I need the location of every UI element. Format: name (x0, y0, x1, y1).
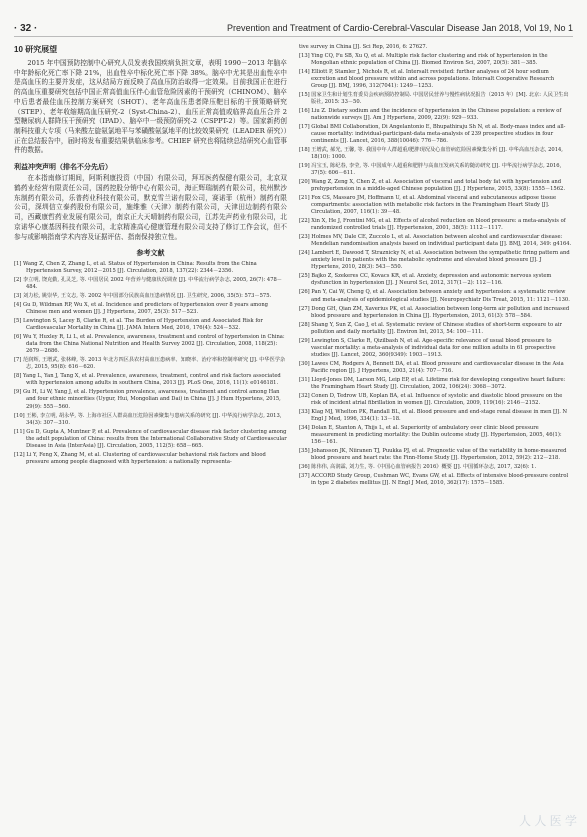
references-heading: 参考文献 (136, 250, 165, 258)
reference-item: [36] 陈伟伟, 高润霖, 刘力生, 等.《中国心血管病报告 2016》概要 [J]. 中国循环杂志, 2017, 32(6): 1. (299, 463, 537, 470)
reference-item: [30] Lawes CM, Rodgers A, Bennett DA, et al. Blood pressure and cardiovascular disease in the Asia Pacific region [J]. J Hypertens, 2003, 21(4): 707－716. (299, 360, 564, 374)
reference-item: [37] ACCORD Study Group, Cushman WC, Evans GW, et al. Effects of intensive blood-pressure control in type 2 diabetes mellitus [J]. N Engl J Med, 2010, 362(17): 1575－1585. (299, 472, 569, 486)
reference-item: [8] Yang L, Yan J, Tang X, et al. Prevalence, awareness, treatment, control and risk factors associated with hypertension among adults in southern China, 2013 [J]. PLoS One, 2016, 11(1): e0146181. (14, 373, 281, 387)
reference-item: [21] Fox CS, Massaro JM, Hoffmann U, et al. Abdominal visceral and subcutaneous adipose tissue compartments: association with metabolic risk factors in the Framingham Heart Study [J]. Circulation, 2007, 116(1): 39－48. (299, 195, 557, 216)
reference-item: [10] 王彬, 李立明, 胡永华, 等. 上海市社区人群高血压危险因素聚集与患病关系的研究 [J]. 中华流行病学杂志, 2013, 34(3): 307－310. (14, 412, 282, 426)
reference-item: [22] Xin X, He J, Frontini MG, et al. Effects of alcohol reduction on blood pressure: a meta-analysis of randomized controlled trials [J]. Hypertension, 2001, 38(5): 1112－1117. (299, 218, 566, 232)
reference-item: [28] Shang Y, Sun Z, Cao J, et al. Systematic review of Chinese studies of short-term exposure to air pollution and daily mortality [J]. Environ Int, 2013, 54: 100－111. (299, 321, 562, 335)
left-column (14, 44, 287, 829)
section-paragraph: 2015 年中国预防控制中心研究人员发表我国疾病负担文章，表明 1990－2013 年脑卒中年龄标化死亡率下降 21%，出血性卒中标化死亡率下降 38%。脑卒中尤其是出血性卒中是高血压的主要并发症，这从结局方面反映了高血压防治取得一定效果。目前我国正在进行的高血压重要研究包括中国正常高值血压伴心血管危险因素的干预研究（CHINOM）、脑卒中后患者最佳血压控制方案研究（SHOT）、老年高血压患者降压靶目标的干预策略研究（STEP）、老年收缩期高血压研究-2（Syst-China-2）、血压正常高值或临界高血压合并 2 型糖尿病人群降压干预研究（IPAD）、脑卒中一级预防研究-2（CSPPT-2）等。国家新药创制科技重大专项（马来酸左旋氨氯地平与苯磺酸氨氯地平的比较效果研究（LEADER 研究））正在总结报告中，届时将发布重要结果供临床参考。CHIEF 研究也将陆续总结研究心血管事件的数据。 (14, 59, 287, 155)
reference-item: [13] Ying CQ, Fu SB, Xu Q, et al. Multiple risk factor clustering and risk of hypertension in the Mongolian ethnic population of China [J]. Biomed Environ Sci, 2007, 20(5): 381－385. (299, 53, 548, 67)
reference-item: [3] 刘力松, 姚崇华, 王文志, 等. 2002 年中国部分民族高血压患病情况 [J]. 卫生研究, 2006, 35(5): 573－575. (14, 293, 272, 300)
reference-item: [23] Holmes MV, Dale CE, Zuccolo L, et al. Association between alcohol and cardiovascular disease: Mendelian randomisation analysis based on individual participant data [J]. BMJ, 2014, 349: g4164. (299, 234, 572, 248)
reference-item: [1] Wang Z, Chen Z, Zhang L, et al. Status of Hypertension in China: Results from the China Hypertension Survey, 2012－2015 [J]. Circulation, 2018, 137(22): 2344－2356. (14, 261, 257, 275)
reference-item: [20] Wang Z, Zeng X, Chen Z, et al. Association of visceral and total body fat with hypertension and prehypertension in a middle-aged Chinese population [J]. J Hypertens, 2015, 33(8): 1555－1562. (299, 179, 565, 193)
reference-item: [18] 王增武, 郝光, 王馨, 等. 我国中年人群超重/肥胖现况及心血管病危险因素聚集分析 [J]. 中华高血压杂志, 2014, 18(10): 1000. (299, 147, 563, 161)
reference-item: [11] Gu D, Gupta A, Muntner P, et al. Prevalence of cardiovascular disease risk factor clustering among the adult population of China: results from the International Collaborative Study of Cardiovascular Disease in Asia (InterAsia) [J]. Circulation, 2005, 112(5): 658－665. (14, 428, 287, 449)
reference-item: [35] Johansson JK, Niiranen TJ, Puukka PJ, et al. Prognostic value of the variability in home-measured blood pressure and heart rate: the Finn-Home Study [J]. Hypertension, 2012, 59(2): 212－218. (299, 447, 567, 461)
reference-item: [7] 范润辉, 王增武, 张林峰, 等. 2013 年北方四区县农村高血压患病率、知晓率、治疗率和控制率研究 [J]. 中华医学杂志, 2015, 95(8): 616－620. (14, 357, 286, 371)
right-column (299, 44, 572, 829)
watermark: 人 人 医 学 (518, 814, 577, 828)
page-columns (14, 44, 573, 829)
references-list-left (14, 261, 287, 465)
reference-item: tive survey in China [J]. Sci Rep, 2016, 6: 27627. (299, 44, 428, 50)
running-header (14, 20, 573, 37)
reference-item: [32] Conen D, Tedrow UB, Koplan BA, et al. Influence of systolic and diastolic blood pressure on the risk of incident atrial fibrillation in women [J]. Circulation, 2009, 119(16): 2146－2152. (299, 392, 563, 406)
reference-item: [15] 国家卫生和计划生育委员会疾病预防控制局. 中国居民营养与慢性病状况报告（2015 年）[M]. 北京: 人民卫生出版社, 2015: 33－50. (299, 92, 569, 106)
reference-item: [26] Pan Y, Cai W, Cheng Q, et al. Association between anxiety and hypertension: a systematic review and meta-analysis of epidemiological studies [J]. Neuropsychiatr Dis Treat, 2015, 11: 1121－1130. (299, 289, 570, 303)
reference-item: [27] Dong GH, Qian ZM, Xaverius PK, et al. Association between long-term air pollution and increased blood pressure and hypertension in China [J]. Hypertension, 2013, 61(3): 578－584. (299, 305, 570, 319)
section-heading: 10 研究展望 (14, 45, 58, 54)
conflict-paragraph: 在本指南修订期间，阿斯利康投资（中国）有限公司，拜耳医药保健有限公司，北京双鹤药业经营有限责任公司，国药控股分销中心有限公司，海正辉瑞制药有限公司，杭州默沙东制药有限公司，乐普药业科技有限公司，默克雪兰诺有限公司，赛诺菲（杭州）制药有限公司，深圳信立泰药股份有限公司，施维雅（天津）制药有限公司，天津田边制药有限公司，西藏康哲药业发展有限公司，南京正大天晴制药有限公司，江苏先声药业有限公司，北京诺华心康基因科技有限公司，北京精准高心健康管理有限公司支持了修订工作会议，但不参与或影响指南学术内容及证据评估、指南保持独立性。 (14, 174, 287, 241)
reference-item: [12] Li Y, Feng X, Zhang M, et al. Clustering of cardiovascular behavioral risk factors and blood pressure among people diagnosed with hypertension: a nationally representa- (14, 451, 266, 465)
reference-item: [31] Lloyd-Jones DM, Larson MG, Leip EP, et al. Lifetime risk for developing congestive heart failure: the Framingham Heart Study [J]. Circulation, 2002, 106(24): 3068－3072. (299, 376, 566, 390)
reference-item: [29] Lewington S, Clarke R, Qizilbash N, et al. Age-specific relevance of usual blood pressure to vascular mortality: a meta-analysis of individual data for one million adults in 61 prospective studies [J]. Lancet, 2002, 360(9349): 1903－1913. (299, 337, 556, 358)
reference-item: [24] Lambert E, Dawood T, Straznicky N, et al. Association between the sympathetic firing pattern and anxiety level in patients with the metabolic syndrome and elevated blood pressure [J]. J Hypertens, 2010, 28(3): 543－550. (299, 250, 570, 271)
reference-item: [4] Gu D, Wildman RP, Wu X, et al. Incidence and predictors of hypertension over 8 years among Chinese men and women [J]. J Hypertens, 2007, 25(3): 517－523. (14, 302, 268, 316)
reference-item: [25] Bajko Z, Szekeres CC, Kovacs KR, et al. Anxiety, depression and autonomic nervous system dysfunction in hypertension [J]. J Neurol Sci, 2012, 317(1－2): 112－116. (299, 273, 552, 287)
reference-item: [2] 李立明, 饶克勤, 孔灵芝, 等. 中国居民 2002 年营养与健康状况调查 [J]. 中华流行病学杂志, 2005, 26(7): 478－484. (14, 277, 282, 291)
reference-item: [16] Liu Z. Dietary sodium and the incidence of hypertension in the Chinese population: a review of nationwide surveys [J]. Am J Hypertens, 2009, 22(9): 929－933. (299, 108, 562, 122)
reference-item: [5] Lewington S, Lacey B, Clarke R, et al. The Burden of Hypertension and Associated Risk for Cardiovascular Mortality in China [J]. JAMA Intern Med, 2016, 176(4): 524－532. (14, 318, 263, 332)
journal-citation: Prevention and Treatment of Cardio-Cerebral-Vascular Disease Jan 2018, Vol 19, No 1 (226, 23, 573, 33)
reference-item: [33] Klag MJ, Whelton PK, Randall BL, et al. Blood pressure and end-stage renal disease in men [J]. N Engl J Med, 1996, 334(1): 13－18. (299, 408, 568, 422)
references-list-right (299, 44, 572, 487)
conflict-heading: 利益冲突声明（排名不分先后） (14, 164, 112, 172)
reference-item: [17] Global BMI Collaboration, Di Angelantonio E, Bhupathiraju Sh N, et al. Body-mass index and all-cause mortality: individual-participant-data meta-analysis of 239 prospective studies in four continents [J]. Lancet, 2016, 388(10046): 776－786. (299, 124, 566, 145)
reference-item: [19] 冯宝玉, 陈纪春, 李莹, 等. 中国成年人超重和肥胖与高血压发病关系的随访研究 [J]. 中华流行病学杂志, 2016, 37(5): 606－611. (299, 163, 562, 177)
reference-item: [34] Dolan E, Stanton A, Thijs L, et al. Superiority of ambulatory over clinic blood pressure measurement in predicting mortality: the Dublin outcome study [J]. Hypertension, 2005, 46(1): 156－161. (299, 424, 562, 445)
page-number: · 32 · (14, 22, 38, 34)
reference-item: [9] Gu H, Li W, Yang J, et al. Hypertension prevalence, awareness, treatment and control among Han and four ethnic minorities (Uygur, Hui, Mongolian and Dai) in China [J]. J Hum Hypertens, 2015, 29(9): 555－560. (14, 389, 281, 410)
reference-item: [6] Wu Y, Huxley R, Li L, et al. Prevalence, awareness, treatment and control of hypertension in China: data from the China National Nutrition and Health Survey 2002 [J]. Circulation, 2008, 118(25): 2679－2686. (14, 334, 285, 355)
reference-item: [14] Elliott P, Stamler J, Nichols R, et al. Intersalt revisited: further analyses of 24 hour sodium excretion and blood pressure within and across populations. Intersalt Cooperative Research Group [J]. BMJ, 1996, 312(7041): 1249－1253. (299, 69, 555, 90)
